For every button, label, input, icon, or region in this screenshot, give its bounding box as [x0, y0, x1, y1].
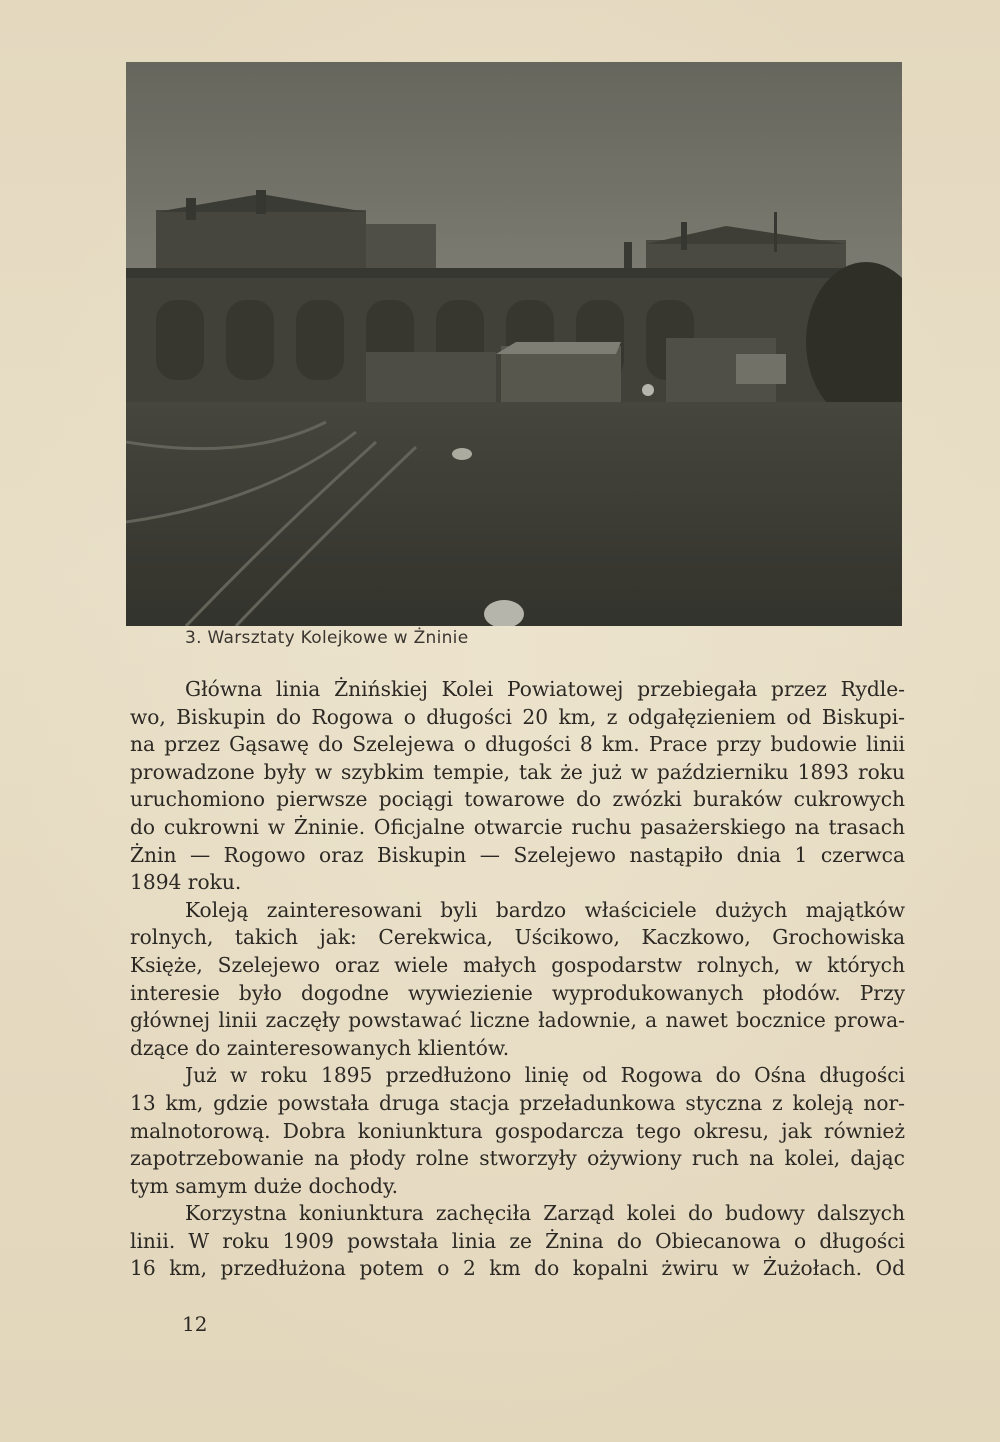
- text-line: Już w roku 1895 przedłużono linię od Rogowa do Ośna długości: [185, 1063, 905, 1088]
- text-line: malnotorową. Dobra koniunktura gospodarcza tego okresu, jak również: [130, 1118, 905, 1143]
- paragraph-3: [130, 1062, 905, 1200]
- text-line: głównej linii zaczęły powstawać liczne ładownie, a nawet bocznice prowa-: [130, 1008, 905, 1033]
- text-line: uruchomiono pierwsze pociągi towarowe do zwózki buraków cukrowych: [130, 787, 905, 812]
- text-line: 16 km, przedłużona potem o 2 km do kopalni żwiru w Żużołach. Od: [130, 1256, 905, 1281]
- photo-caption: 3. Warsztaty Kolejkowe w Żninie: [185, 628, 469, 648]
- text-line: rolnych, takich jak: Cerekwica, Uścikowo, Kaczkowo, Grochowiska: [130, 925, 905, 950]
- text-line: 1894 roku.: [130, 870, 242, 895]
- text-line: Księże, Szelejewo oraz wiele małych gospodarstw rolnych, w których: [130, 952, 905, 977]
- body-text: [130, 676, 905, 1283]
- text-line: prowadzone były w szybkim tempie, tak że już w październiku 1893 roku: [130, 759, 905, 784]
- text-line: Żnin — Rogowo oraz Biskupin — Szelejewo nastąpiło dnia 1 czerwca: [130, 842, 905, 867]
- text-line: Główna linia Żnińskiej Kolei Powiatowej przebiegała przez Rydle-: [185, 677, 905, 701]
- text-line: zapotrzebowanie na płody rolne stworzyły ożywiony ruch na kolei, dając: [130, 1146, 905, 1171]
- photograph-railway-workshops: [126, 62, 902, 626]
- text-line: linii. W roku 1909 powstała linia ze Żnina do Obiecanowa o długości: [130, 1228, 905, 1253]
- paragraph-4: [130, 1200, 905, 1283]
- text-line: 13 km, gdzie powstała druga stacja przeładunkowa styczna z koleją nor-: [130, 1090, 905, 1115]
- text-line: do cukrowni w Żninie. Oficjalne otwarcie ruchu pasażerskiego na trasach: [130, 814, 905, 839]
- text-line: tym samym duże dochody.: [130, 1173, 399, 1198]
- railway-workshop-photo: [126, 62, 902, 626]
- text-line: wo, Biskupin do Rogowa o długości 20 km, z odgałęzieniem od Biskupi-: [130, 704, 905, 729]
- text-line: dzące do zainteresowanych klientów.: [130, 1035, 510, 1060]
- text-line: Korzystna koniunktura zachęciła Zarząd kolei do budowy dalszych: [185, 1201, 905, 1226]
- paragraph-2: [130, 897, 905, 1063]
- text-line: Koleją zainteresowani byli bardzo właściciele dużych majątków: [185, 897, 905, 922]
- text-line: interesie było dogodne wywiezienie wyprodukowanych płodów. Przy: [130, 980, 905, 1005]
- paragraph-1: [130, 676, 905, 897]
- text-line: na przez Gąsawę do Szelejewa o długości 8 km. Prace przy budowie linii: [130, 732, 905, 757]
- page-number: 12: [182, 1312, 208, 1336]
